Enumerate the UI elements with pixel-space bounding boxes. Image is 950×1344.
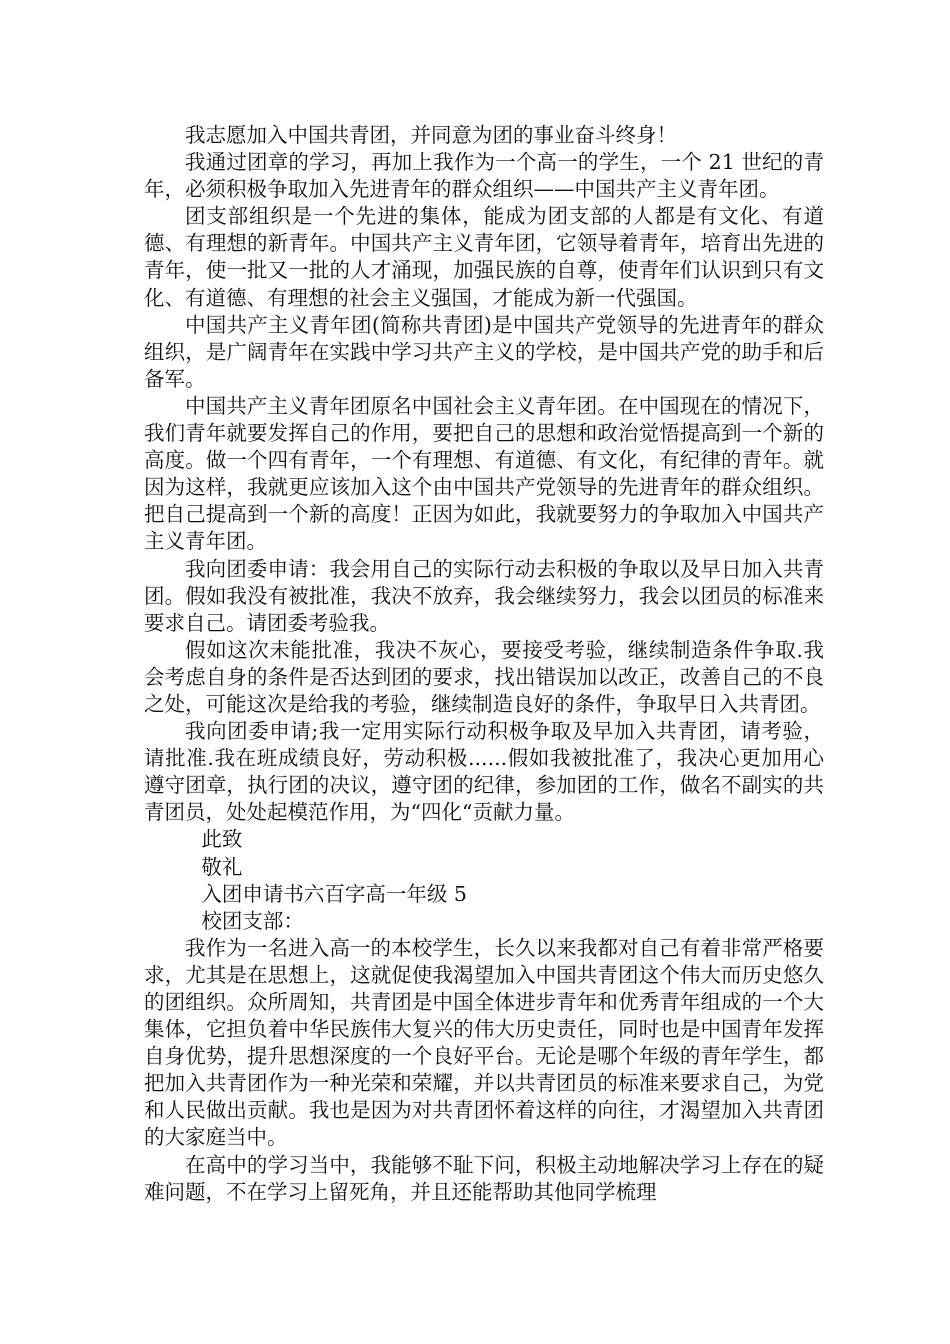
closing-cizhi: 此致 [201, 827, 243, 852]
paragraph-application-request: 我向团委申请：我会用自己的实际行动去积极的争取以及早日加入共青团。假如我没有被批准，我决不放弃，我会继续努力，我会以团员的标准来要求自己。请团委考验我。 [144, 556, 824, 635]
paragraph-pledge: 我志愿加入中国共青团，并同意为团的事业奋斗终身！ [185, 123, 677, 147]
closing-jingli: 敬礼 [201, 854, 243, 879]
section-heading: 入团申请书六百字高一年级 5 [201, 881, 467, 906]
paragraph-league-history: 中国共产主义青年团原名中国社会主义青年团。在中国现在的情况下，我们青年就要发挥自己的作用，要把自己的思想和政治觉悟提高到一个新的高度。做一个四有青年，一个有理想、有道德、有文化，有纪律的青年。就因为这样，我就更应该加入这个由中国共产党领导的先进青年的群众组织。把自己提高到一个新的高度！正因为如此，我就要努力的争取加入中国共产主义青年团。 [144, 393, 824, 554]
paragraph-branch-organization: 团支部组织是一个先进的集体，能成为团支部的人都是有文化、有道德、有理想的新青年。中国共产主义青年团，它领导着青年，培育出先进的青年，使一批又一批的人才涌现，加强民族的自尊，使青年们认识到只有文化、有道德、有理想的社会主义强国，才能成为新一代强国。 [144, 204, 824, 310]
paragraph-commitment: 我向团委申请;我一定用实际行动积极争取及早加入共青团，请考验，请批准.我在班成绩良好，劳动积极......假如我被批准了，我决心更加用心遵守团章，执行团的决议，遵守团的纪律，参加团的工作，做名不副实的共青团员，处处起模范作用，为“四化“贡献力量。 [144, 719, 824, 825]
document-body [144, 122, 824, 1206]
salutation: 校团支部： [201, 908, 304, 933]
paragraph-study-charter: 我通过团章的学习，再加上我作为一个高一的学生，一个 21 世纪的青年，必须积极争取加入先进青年的群众组织——中国共产主义青年团。 [144, 150, 824, 202]
paragraph-study-habits: 在高中的学习当中，我能够不耻下问，积极主动地解决学习上存在的疑难问题，不在学习上留死角，并且还能帮助其他同学梳理 [144, 1152, 824, 1204]
paragraph-introduction: 我作为一名进入高一的本校学生，长久以来我都对自己有着非常严格要求，尤其是在思想上，这就促使我渴望加入中国共青团这个伟大而历史悠久的团组织。众所周知，共青团是中国全体进步青年和优秀青年组成的一个大集体，它担负着中华民族伟大复兴的伟大历史责任，同时也是中国青年发挥自身优势，提升思想深度的一个良好平台。无论是哪个年级的青年学生，都把加入共青团作为一种光荣和荣耀，并以共青团员的标准来要求自己，为党和人民做出贡献。我也是因为对共青团怀着这样的向往，才渴望加入共青团的大家庭当中。 [144, 935, 824, 1150]
paragraph-if-rejected: 假如这次未能批准，我决不灰心，要接受考验，继续制造条件争取.我会考虑自身的条件是否达到团的要求，找出错误加以改正，改善自己的不良之处，可能这次是给我的考验，继续制造良好的条件，争取早日入共青团。 [144, 637, 824, 716]
paragraph-league-definition: 中国共产主义青年团(简称共青团)是中国共产党领导的先进青年的群众组织，是广阔青年在实践中学习共产主义的学校，是中国共产党的助手和后备军。 [144, 312, 824, 391]
